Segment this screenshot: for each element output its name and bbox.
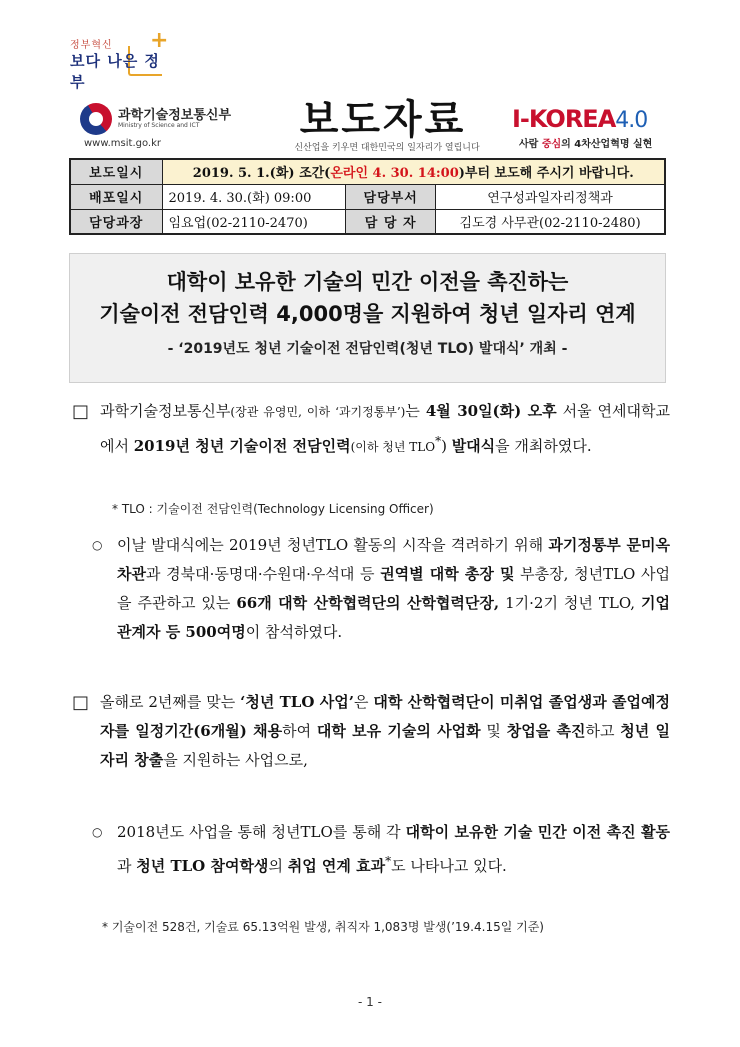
bold-span: 취업 연계 효과 [287,857,386,875]
text-span: 과 [117,857,137,875]
bold-span: 대학 보유 기술의 사업화 [316,722,481,740]
headline-line-2: 기술이전 전담인력 4,000명을 지원하여 청년 일자리 연계 [99,302,636,326]
footnote-mark: * [435,434,442,448]
circle-bullet: ○ [92,538,103,552]
paragraph-attendees [117,531,670,647]
release-value: 2019. 4. 30.(화) 09:00 [162,184,346,209]
text-span: 하여 [282,722,317,740]
bold-span: 권역별 대학 총장 및 [380,565,515,583]
bold-span: 발대식 [451,437,496,455]
manager-value: 임요업(02-2110-2470) [162,209,346,234]
text-span: (이하 청년 TLO [350,440,436,454]
text-span: 하고 [585,722,621,740]
ministry-logo [80,101,280,141]
headline-subtitle: - ‘2019년도 청년 기술이전 전담인력(청년 TLO) 발대식’ 개최 - [167,341,568,357]
text-span: ) [441,437,452,455]
bold-span: 2019년 청년 기술이전 전담인력 [133,437,351,455]
i-korea-slogan-highlight: 중심 [541,139,562,150]
i-korea-slogan-suffix: 의 4차산업혁명 실현 [561,139,653,150]
circle-bullet: ○ [92,825,103,839]
text-span: 올해로 2년째를 맞는 [100,693,241,711]
text-span: (장관 유영민, 이하 ‘과기정통부’) [230,405,406,419]
contact-label: 담 당 자 [346,209,436,234]
release-info-table [69,158,666,235]
ministry-url: www.msit.go.kr [84,138,161,149]
i-korea-logo [512,105,647,133]
bold-span: ‘청년 TLO 사업’ [240,693,354,711]
bold-span: 4월 30일(화) 오후 [425,402,557,420]
headline-line-1: 대학이 보유한 기술의 민간 이전을 촉진하는 [166,270,569,294]
paragraph-ceremony [100,397,670,462]
paragraph-program [100,688,670,775]
government-innovation-logo [62,28,172,91]
department-label: 담당부서 [346,184,436,209]
taegeuk-emblem-icon [80,103,112,135]
i-korea-slogan [519,135,652,150]
square-bullet: □ [72,401,90,422]
text-span: 및 [480,722,507,740]
text-span: 부총장, 청년TLO 사업을 주관하고 있는 [117,565,670,612]
embargo-label: 보도일시 [70,159,162,184]
text-span: 과 경북대·동명대·수원대·우석대 등 [145,565,381,583]
paragraph-results [117,818,670,881]
release-label: 배포일시 [70,184,162,209]
embargo-request: )부터 보도해 주시기 바랍니다. [458,166,634,182]
i-korea-slogan-prefix: 사람 [519,139,542,150]
text-span: 1기·2기 청년 TLO, [499,594,642,612]
i-korea-version: 4.0 [615,108,648,133]
bold-span: 과기정통부 문미옥 차관 [117,536,670,583]
bold-span: 청년 일자리 창출 [100,722,670,769]
ministry-english-name: Ministry of Science and ICT [118,122,200,129]
bold-span: 기업 관계자 등 500여명 [117,594,670,641]
bold-span: 대학이 보유한 기술 민간 이전 촉진 활동 [405,823,670,841]
text-span: 서울 연세대학교에서 [100,402,671,455]
text-span: 이날 발대식에는 2019년 청년TLO 활동의 시작을 격려하기 위해 [117,536,549,554]
square-bullet: □ [72,692,90,713]
press-release-title: 보도자료 [299,97,467,143]
bold-span: 창업을 촉진 [506,722,586,740]
logo-big-text: 보다 나은 정부 [70,52,160,91]
i-korea-brand: I-KOREA [512,105,616,133]
plus-icon: + [150,28,169,53]
embargo-online-time: 온라인 4. 30. 14:00 [330,166,459,182]
manager-label: 담당과장 [70,209,162,234]
footnote-results: * 기술이전 528건, 기술료 65.13억원 발생, 취직자 1,083명 발생(’19.4.15일 기준) [102,920,544,934]
text-span: 과학기술정보통신부 [100,402,231,420]
text-span: 을 지원하는 사업으로, [163,751,308,769]
bold-span: 66개 대학 산학협력단의 산학협력단장, [236,594,500,612]
footnote-mark: * [385,854,392,868]
bold-span: 청년 TLO 참여학생 [136,857,269,875]
embargo-date: 2019. 5. 1.(화) 조간( [192,166,331,182]
bold-span: 대학 산학협력단이 미취업 졸업생과 졸업예정자를 일정기간(6개월) 채용 [100,693,670,740]
headline-box [69,253,666,383]
text-span: 는 [405,402,426,420]
text-span: 을 개최하였다. [495,437,592,455]
ministry-name: 과학기술정보통신부 [118,108,232,123]
table-row [70,209,665,234]
text-span: 이 참석하였다. [245,623,343,641]
text-span: 도 나타나고 있다. [391,857,507,875]
footnote-tlo: * TLO : 기술이전 전담인력(Technology Licensing Officer) [112,502,434,516]
text-span: 은 [353,693,374,711]
department-value: 연구성과일자리정책과 [436,184,665,209]
contact-value: 김도경 사무관(02-2110-2480) [436,209,665,234]
press-slogan: 신산업을 키우면 대한민국의 일자리가 열립니다 [294,143,480,153]
embargo-value [162,159,665,184]
text-span: 의 [268,857,288,875]
table-row [70,184,665,209]
text-span: 2018년도 사업을 통해 청년TLO를 통해 각 [117,823,406,841]
table-row [70,159,665,184]
page-number: - 1 - [358,995,382,1009]
logo-small-text: 정부혁신 [70,40,113,51]
